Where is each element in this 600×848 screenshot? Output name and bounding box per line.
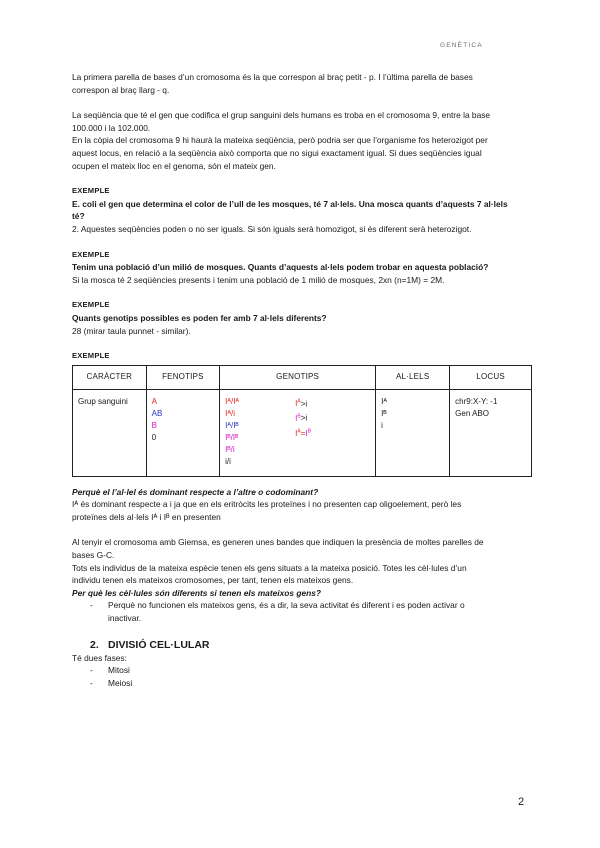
intro-paragraph-3-line-2: aquest locus, en relació a la seqüència això comporta que no sigui exactament igual. Si dues seqüències igual	[72, 147, 482, 158]
example-3-question: Quants genotips possibles es poden fer amb 7 al·lels diferents?	[72, 312, 327, 323]
allele-ib: Iᴮ	[381, 408, 387, 418]
table-header-row	[73, 365, 532, 389]
dominance-answer-line-2: proteïnes dels al·lels Iᴬ i Iᴮ en presenten	[72, 511, 221, 522]
intro-paragraph-2-line-1: La seqüència que té el gen que codifica el grup sanguini dels humans es troba en el cromosoma 9, entre la base	[72, 110, 491, 121]
genotype-ib-ib: Iᴮ/Iᴮ	[225, 432, 239, 442]
intro-paragraph-3-line-1: En la còpia del cromosoma 9 hi haurà la mateixa seqüència, però podria ser que l’organisme fos heterozigot per	[72, 135, 488, 146]
genotype-ia-ib: Iᴬ/Iᴮ	[225, 420, 239, 430]
list-item: - Mitosi	[72, 664, 532, 677]
example-1-answer: 2. Aquestes seqüències poden o no ser iguals. Si són iguals serà homozigot, si és diferent serà heterozigot.	[72, 223, 472, 234]
example-1-question-line-1: E. coli el gen que determina el color de l’ull de les mosques, té 7 al·lels. Una mosca quants d’aquests 7 al·lels	[72, 198, 508, 209]
example-1-question-line-2: té?	[72, 211, 85, 222]
cell-genotypes	[220, 389, 376, 476]
cells-question: Per què les cèl·lules són diferents si tenen els mateixos gens?	[72, 587, 322, 598]
giemsa-line-4: individu tenen els mateixos cromosomes, per tant, tenen els mateixos gens.	[72, 575, 354, 586]
example-3-answer: 28 (mirar taula punnet - similar).	[72, 325, 191, 336]
section-intro: Té dues fases:	[72, 652, 127, 663]
cells-answer-line-2: inactivar.	[108, 613, 142, 624]
phenotype-b: B	[151, 420, 157, 430]
page-content	[72, 71, 532, 689]
locus-position: chr9:X-Y: -1	[455, 396, 498, 406]
section-title: DIVISIÓ CEL·LULAR	[108, 638, 210, 651]
dominance-ia-over-i: $I^A>i$	[295, 398, 308, 409]
dominance-ib-over-i: $I^B>i$	[295, 413, 308, 423]
genotype-ia-ia: Iᴬ/Iᴬ	[225, 396, 240, 406]
cells-answer-list	[72, 599, 532, 624]
header-title: GENÈTICA	[440, 42, 483, 49]
dominance-ia-allele: $I^A$	[295, 398, 301, 409]
phenotype-ab: AB	[151, 408, 163, 418]
giemsa-line-2: bases G-C.	[72, 550, 115, 561]
phenotype-a: A	[151, 396, 157, 406]
giemsa-line-3: Tots els individus de la mateixa espècie tenen els gens situats a la mateixa posició. Totes les cèl·lules d’un	[72, 562, 467, 573]
codominance-ia-ib	[295, 425, 370, 440]
giemsa-line-1: Al tenyir el cromosoma amb Giemsa, es generen unes bandes que indiquen la presència de moltes parelles de	[72, 537, 484, 548]
header-genotypes: GENOTIPS	[220, 365, 376, 389]
dominance-answer-line-1: Iᴬ és dominant respecte a i ja que en els eritròcits les proteïnes i no presenten cap oligoelement, però les	[72, 499, 462, 510]
intro-paragraph-3-line-3: ocupen el mateix lloc en el genoma, són el mateix gen.	[72, 160, 276, 171]
header-character: CARÀCTER	[73, 365, 147, 389]
list-item: - Meiosi	[72, 677, 532, 690]
cells-answer-line-1: Perquè no funcionen els mateixos gens, és a dir, la seva activitat és diferent i es poden activar o	[108, 600, 465, 611]
genotype-ia-i: Iᴬ/i	[225, 408, 235, 418]
cell-character: Grup sanguini	[73, 389, 147, 476]
example-2-answer: Si la mosca té 2 seqüències presents i tenim una població de 1 milió de mosques, 2xn (n=1M) = 2M.	[72, 274, 445, 285]
page-number: 2	[518, 796, 525, 808]
intro-paragraph-2-line-2: 100.000 i la 102.000.	[72, 122, 151, 133]
example-1-label: EXEMPLE	[72, 186, 110, 196]
phenotype-0: 0	[151, 432, 157, 442]
dominance-ib-allele: $I^B$	[295, 413, 301, 423]
table-row	[73, 389, 532, 476]
locus-gene: Gen ABO	[455, 408, 489, 418]
section-number: 2.	[90, 638, 99, 651]
example-3-label: EXEMPLE	[72, 300, 110, 310]
allele-ia: Iᴬ	[381, 396, 387, 406]
header-locus: LOCUS	[450, 365, 532, 389]
header-phenotypes: FENOTIPS	[146, 365, 219, 389]
example-4-label: EXEMPLE	[72, 351, 110, 361]
cell-phenotypes	[146, 389, 219, 476]
list-item	[72, 599, 532, 624]
codominance-ib-allele: $I^B$	[305, 428, 311, 438]
cell-locus	[450, 389, 532, 476]
codominance-ia-allele: $I^A=$	[295, 428, 306, 438]
cell-alleles	[376, 389, 450, 476]
genotype-i-i: i/i	[225, 456, 231, 466]
intro-paragraph-1-line-1: La primera parella de bases d’un cromosoma és la que correspon al braç petit - p. I l’última parella de bases	[72, 72, 473, 82]
phases-list	[72, 664, 532, 689]
intro-paragraph-1-line-2: correspon al braç llarg - q.	[72, 84, 170, 95]
section-heading	[72, 638, 532, 652]
header-alleles: AL·LELS	[376, 365, 450, 389]
allele-i: i	[381, 420, 383, 430]
dominance-question: Perquè el l’al·lel és dominant respecte a l’altre o codominant?	[72, 486, 319, 497]
example-2-question: Tenim una població d’un milió de mosques. Quants d’aquests al·lels podem trobar en aquesta població?	[72, 262, 489, 273]
blood-group-table	[72, 365, 532, 477]
genotype-ib-i: Iᴮ/i	[225, 444, 235, 454]
example-2-label: EXEMPLE	[72, 249, 110, 259]
